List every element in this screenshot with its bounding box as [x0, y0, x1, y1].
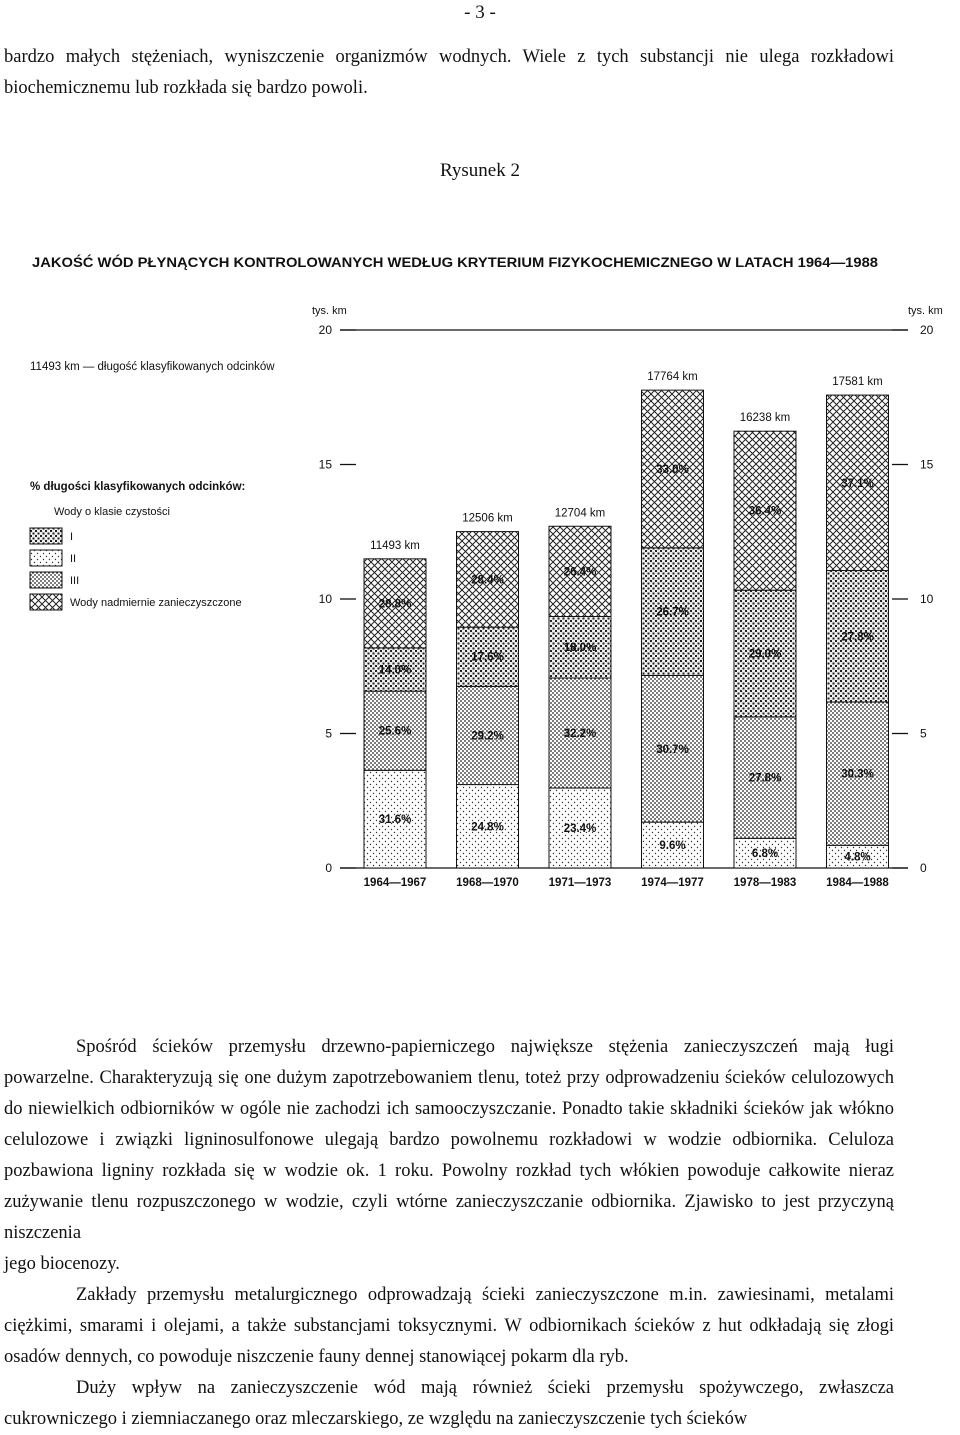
- segment-label: 14.0%: [378, 664, 412, 677]
- page-number: - 3 -: [464, 2, 496, 23]
- legend-label: III: [70, 575, 80, 587]
- segment-label: 24.8%: [471, 821, 504, 834]
- segment-label: 27.8%: [748, 772, 782, 785]
- legend-swatch: [30, 550, 62, 566]
- segment-label: 26.4%: [563, 566, 597, 579]
- x-tick-label: 1964—1967: [363, 877, 427, 889]
- y-tick-label-left: 0: [325, 861, 332, 875]
- paragraph-2: Zakłady przemysłu metalurgicznego odprowadzają ścieki zanieczyszczone m.in. zawiesinami, metalami ciężkimi, smarami i olejami, a także substancjami toksycznymi. W odbiornikach ścieków z hut odkładają się złogi osadów dennych, co powoduje niszczenie fauny dennej stanowiącej pokarm dla ryb.: [4, 1285, 894, 1367]
- segment-label: 31.6%: [378, 814, 412, 827]
- segment-label: 37.1%: [841, 477, 874, 490]
- segment-label: 30.7%: [656, 743, 689, 756]
- body-text: [4, 1032, 894, 1435]
- bars: [364, 390, 889, 868]
- legend-label: Wody nadmiernie zanieczyszczone: [70, 597, 242, 609]
- segment-label: 29.2%: [471, 730, 504, 743]
- y-tick-label-right: 15: [920, 457, 934, 472]
- y-tick-label-right: 10: [920, 592, 934, 606]
- y-unit-left: tys. km: [312, 305, 347, 317]
- total-label: 12506 km: [462, 512, 513, 525]
- segment-label: 33.0%: [656, 463, 689, 476]
- segment-label: 17.6%: [471, 651, 504, 664]
- y-tick-label-right: 0: [920, 861, 927, 875]
- total-label: 16238 km: [739, 412, 791, 425]
- segment-label: 36.4%: [748, 505, 782, 518]
- legend-swatch: [30, 594, 62, 610]
- x-tick-label: 1971—1973: [548, 877, 612, 889]
- y-tick-label-left: 15: [318, 457, 332, 472]
- y-tick-label-right: 5: [920, 726, 927, 741]
- legend-label: I: [70, 531, 74, 543]
- data-labels: [364, 371, 890, 889]
- y-tick-label-left: 20: [318, 323, 332, 337]
- y-unit-right: tys. km: [908, 305, 943, 317]
- figure-caption: Rysunek 2: [440, 160, 520, 181]
- legend-class-title: Wody o klasie czystości: [54, 506, 170, 518]
- paragraph-1b: jego biocenozy.: [4, 1254, 120, 1274]
- total-label: 11493 km: [370, 539, 420, 552]
- x-tick-label: 1984—1988: [826, 877, 889, 889]
- y-tick-label-left: 10: [318, 592, 332, 606]
- total-label: 17581 km: [832, 376, 883, 389]
- legend-swatch: [30, 572, 62, 588]
- segment-label: 28.4%: [471, 574, 504, 587]
- total-label: 12704 km: [554, 507, 606, 520]
- segment-label: 25.6%: [378, 725, 412, 738]
- segment-label: 27.8%: [841, 631, 874, 644]
- total-label: 17764 km: [647, 371, 698, 384]
- legend: [30, 361, 275, 610]
- paragraph-3: Duży wpływ na zanieczyszczenie wód mają również ścieki przemysłu spożywczego, zwłaszcza cukrowniczego i ziemniaczanego oraz mleczarskiego, ze względu na zanieczyszczenie tych ścieków: [4, 1378, 894, 1429]
- legend-swatch: [30, 528, 62, 544]
- segment-label: 4.8%: [844, 851, 871, 864]
- segment-label: 29.0%: [748, 648, 782, 661]
- stacked-bar-chart: [0, 240, 960, 920]
- segment-label: 28.8%: [378, 598, 412, 611]
- paragraph-1a: Spośród ścieków przemysłu drzewno-papierniczego największe stężenia zanieczyszczeń mają ługi powarzelne. Charakteryzują się one dużym zapotrzebowaniem tlenu, toteż przy odprowadzeniu ścieków celulozowych do niewielkich odbiorników w ogóle nie zachodzi ich samooczyszczanie. Ponadto takie składniki ścieków jak włókno celulozowe i związki ligninosulfonowe ulegają bardzo powolnemu rozkładowi w wodzie odbiornika. Celuloza pozbawiona ligniny rozkłada się w wodzie ok. 1 roku. Powolny rozkład tych włókien powoduje całkowite nieraz zużywanie tlenu rozpuszczonego w wodzie, czyli wtórne zanieczyszczanie odbiornika. Zjawisko to jest przyczyną niszczenia: [4, 1037, 894, 1243]
- legend-length-note: 11493 km — długość klasyfikowanych odcinków: [30, 361, 275, 373]
- y-tick-label-left: 5: [325, 726, 332, 741]
- x-tick-label: 1968—1970: [456, 877, 519, 889]
- chart-title: JAKOŚĆ WÓD PŁYNĄCYCH KONTROLOWANYCH WEDŁUG KRYTERIUM FIZYKOCHEMICZNEGO W LATACH 1964—1988: [32, 255, 879, 270]
- legend-label: II: [70, 553, 77, 565]
- segment-label: 32.2%: [563, 728, 597, 741]
- segment-label: 26.7%: [656, 606, 689, 619]
- x-tick-label: 1978—1983: [733, 877, 797, 889]
- y-tick-label-right: 20: [920, 323, 934, 337]
- top-paragraph: bardzo małych stężeniach, wyniszczenie organizmów wodnych. Wiele z tych substancji nie ulega rozkładowi biochemicznemu lub rozkłada się bardzo powoli.: [4, 47, 894, 98]
- segment-label: 30.3%: [841, 768, 874, 781]
- x-tick-label: 1974—1977: [641, 877, 704, 889]
- segment-label: 18.0%: [563, 642, 597, 655]
- segment-label: 23.4%: [563, 823, 597, 836]
- legend-percent-title: % długości klasyfikowanych odcinków:: [30, 481, 246, 493]
- segment-label: 9.6%: [659, 840, 686, 853]
- segment-label: 6.8%: [751, 848, 779, 861]
